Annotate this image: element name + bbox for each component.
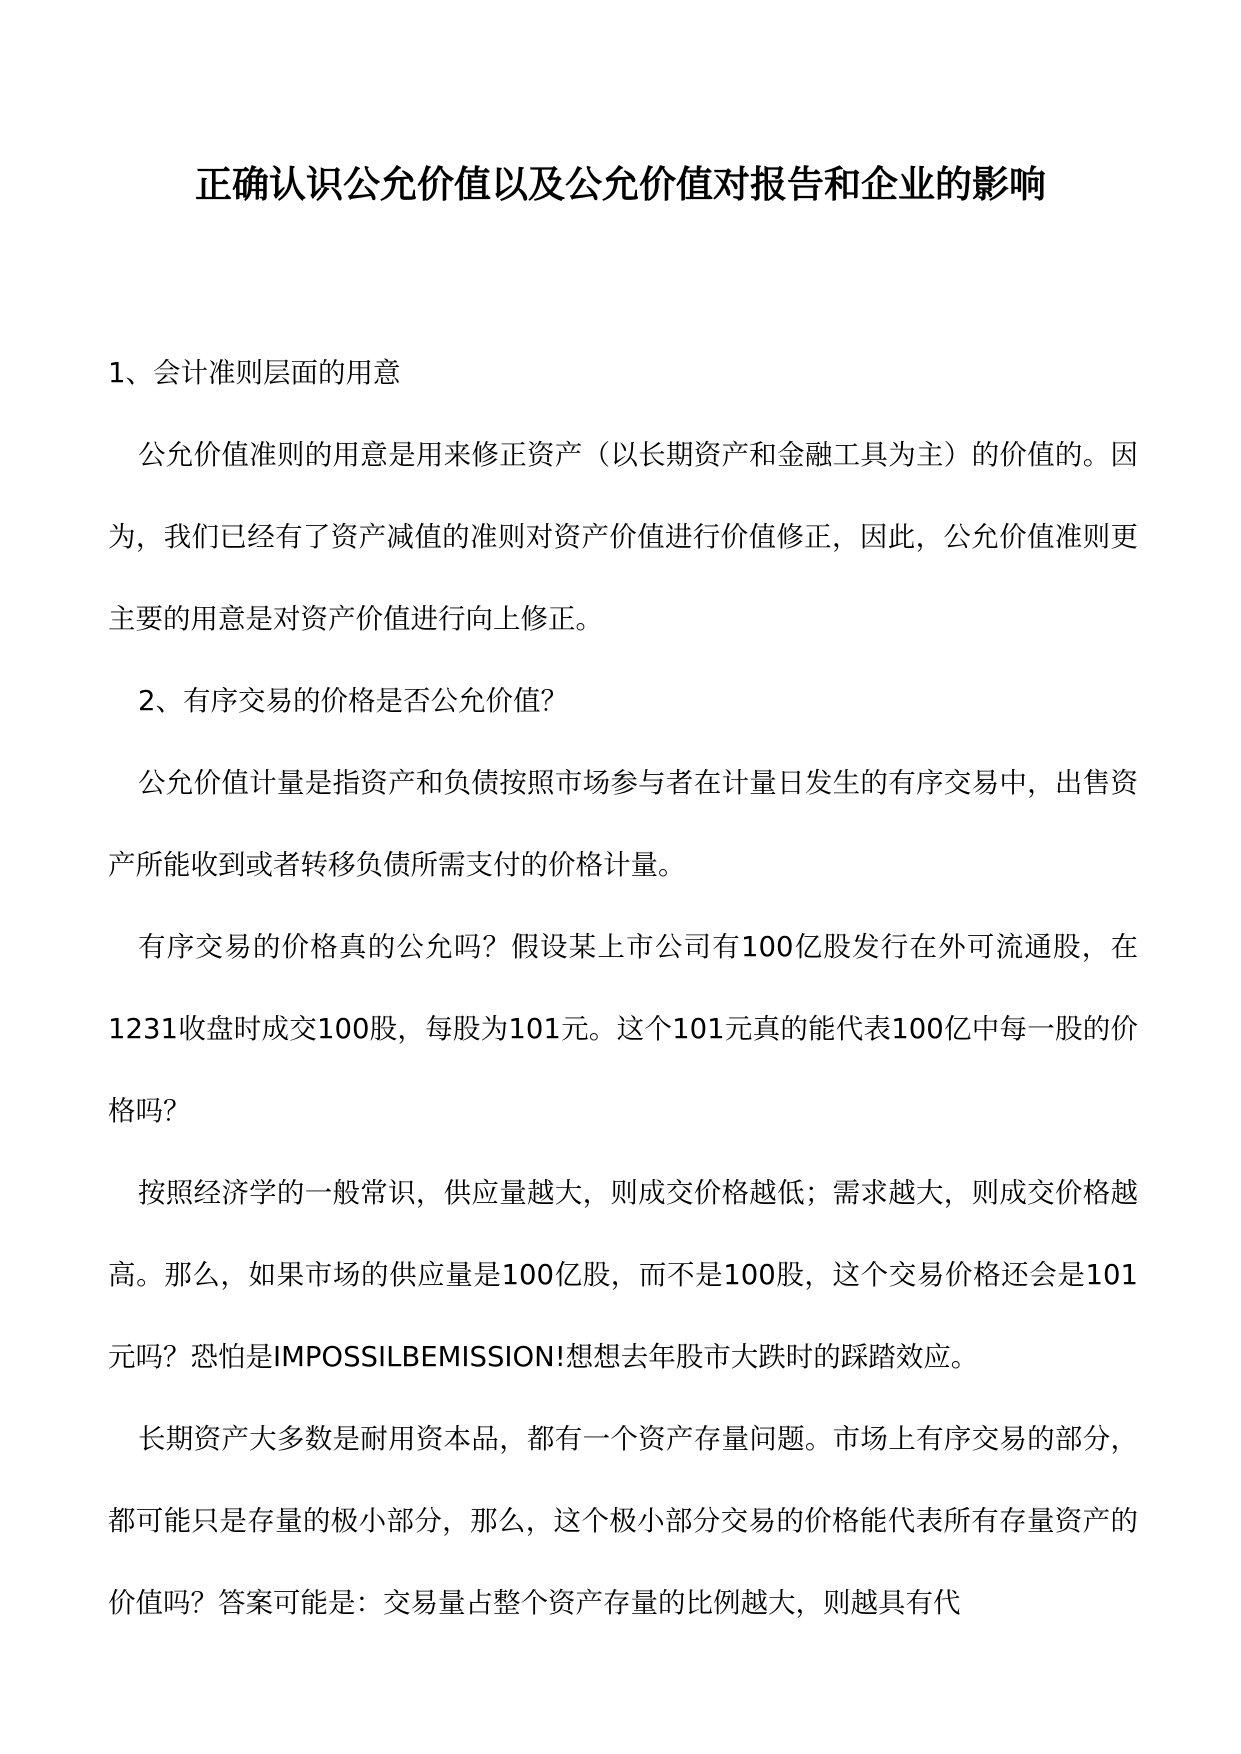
document-body — [108, 332, 1138, 1644]
document-title: 正确认识公允价值以及公允价值对报告和企业的影响 — [195, 162, 1046, 206]
section-heading-2: 2、有序交易的价格是否公允价值？ — [138, 685, 568, 717]
paragraph: 按照经济学的一般常识，供应量越大，则成交价格越低；需求越大，则成交价格越高。那么，如果市场的供应量是100亿股，而不是100股，这个交易价格还会是101元吗？恐怕是IMPOSSILBEMISSION!想想去年股市大跌时的踩踏效应。 — [108, 1177, 1138, 1373]
paragraph: 公允价值计量是指资产和负债按照市场参与者在计量日发生的有序交易中，出售资产所能收到或者转移负债所需支付的价格计量。 — [108, 767, 1138, 881]
section-heading-1: 1、会计准则层面的用意 — [108, 357, 401, 389]
paragraph: 有序交易的价格真的公允吗？假设某上市公司有100亿股发行在外可流通股，在1231收盘时成交100股，每股为101元。这个101元真的能代表100亿中每一股的价格吗？ — [108, 931, 1138, 1127]
paragraph: 公允价值准则的用意是用来修正资产（以长期资产和金融工具为主）的价值的。因为，我们已经有了资产减值的准则对资产价值进行价值修正，因此，公允价值准则更主要的用意是对资产价值进行向上修正。 — [108, 439, 1138, 635]
paragraph: 长期资产大多数是耐用资本品，都有一个资产存量问题。市场上有序交易的部分，都可能只是存量的极小部分，那么，这个极小部分交易的价格能代表所有存量资产的价值吗？答案可能是：交易量占整个资产存量的比例越大，则越具有代 — [108, 1423, 1138, 1619]
